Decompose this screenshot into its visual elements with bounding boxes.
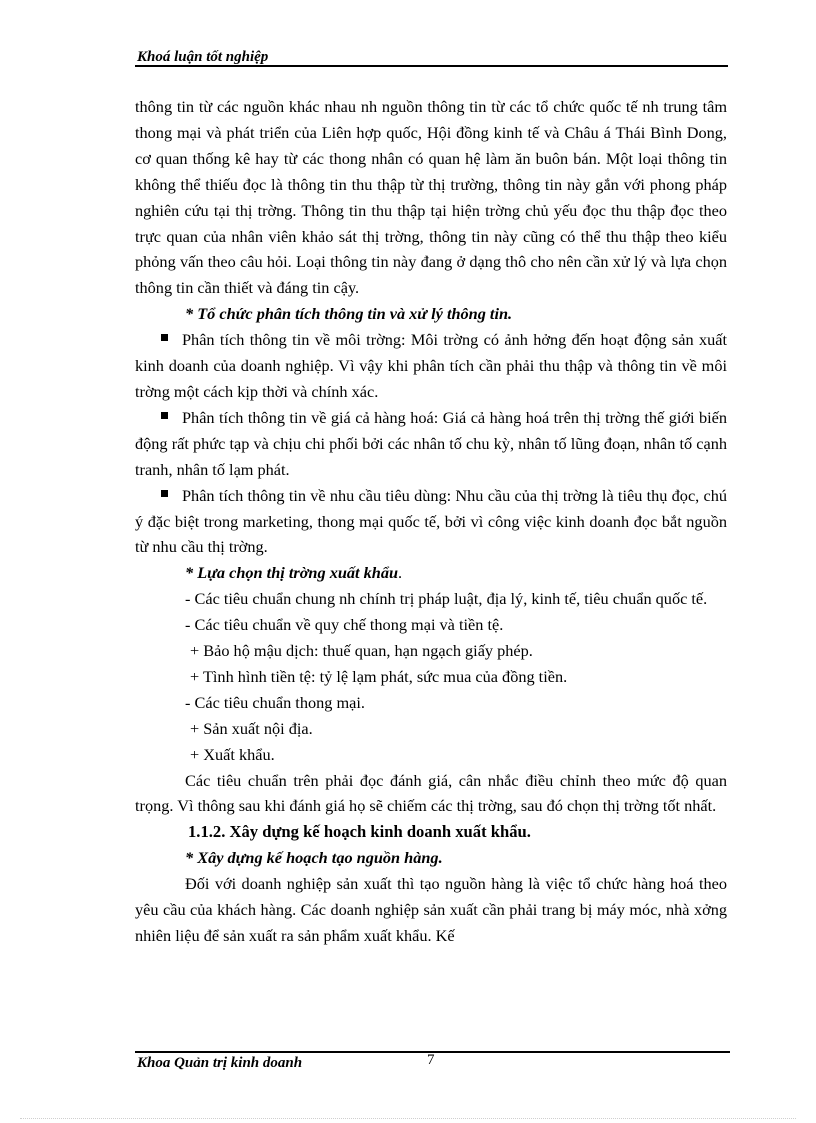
section-heading-analysis: * Tổ chức phân tích thông tin và xử lý thông tin. [185,304,513,324]
bullet-text: Phân tích thông tin về nhu cầu tiêu dùng: Nhu cầu của thị trờng là tiêu thụ đọc, chú ý đặc biệt trong marketing, thong mại quốc tế, bởi vì công việc kinh doanh đọc bắt nguồn từ nhu cầu thị trờng. [135,485,727,557]
section-heading-export-plan: 1.1.2. Xây dựng kế hoạch kinh doanh xuất khẩu. [188,822,531,842]
bullet-text: Phân tích thông tin về môi trờng: Môi trờng có ảnh hởng đến hoạt động sản xuất kinh doanh của doanh nghiệp. Vì vậy khi phân tích cần phải thu thập và thông tin về môi trờng một cách kịp thời và chính xác. [135,330,727,401]
section-heading-sourcing-plan: * Xây dựng kế hoạch tạo nguồn hàng. [185,848,443,868]
heading-text: * Lựa chọn thị trờng xuất khẩu [185,563,399,583]
page-edge-divider [20,1118,796,1119]
footer-department: Khoa Quản trị kinh doanh [137,1055,303,1071]
square-bullet-icon [161,412,168,419]
bullet-item-demand [135,483,727,561]
criteria-general: - Các tiêu chuẩn chung nh chính trị pháp luật, địa lý, kinh tế, tiêu chuẩn quốc tế. [185,589,708,609]
criteria-trade: - Các tiêu chuẩn thong mại. [185,692,365,712]
section-heading-market-selection [135,560,727,586]
bullet-item-prices [135,405,727,483]
criteria-export: + Xuất khẩu. [190,744,275,764]
paragraph-sourcing: Đối với doanh nghiệp sản xuất thì tạo nguồn hàng là việc tổ chức hàng hoá theo yêu cầu của khách hàng. Các doanh nghiệp sản xuất cần phải trang bị máy móc, nhà xởng nhiên liệu để sản xuất ra sản phẩm xuất khẩu. Kế [135,874,727,945]
page-number: 7 [427,1052,435,1068]
paragraph-evaluation: Các tiêu chuẩn trên phải đọc đánh giá, cân nhắc điều chỉnh theo mức độ quan trọng. Vì thông sau khi đánh giá họ sẽ chiếm các thị trờng, sau đó chọn thị trờng tốt nhất. [135,770,727,816]
header-rule [135,65,728,67]
bullet-text: Phân tích thông tin về giá cả hàng hoá: Giá cả hàng hoá trên thị trờng thế giới biến động rất phức tạp và chịu chi phối bởi các nhân tố chu kỳ, nhân tố lũng đoạn, nhân tố cạnh tranh, nhân tố lạm phát. [135,407,727,479]
paragraph-information-sources: thông tin từ các nguồn khác nhau nh nguồn thông tin từ các tổ chức quốc tế nh trung tâm thong mại và phát triển của Liên hợp quốc, Hội đồng kinh tế và Châu á Thái Bình Dong, cơ quan thống kê hay từ các thong nhân có quan hệ làm ăn buôn bán. Một loại thông tin không thể thiếu đọc là thông tin thu thập từ thị trường, thông tin này gắn với phong pháp nghiên cứu tại thị trờng. Thông tin thu thập tại hiện trờng chủ yếu đọc thu thập đọc theo trực quan của nhân viên khảo sát thị trờng, thông tin này cũng có thể thu thập theo kiểu phỏng vấn theo câu hỏi. Loại thông tin này đang ở dạng thô cho nên cần xử lý và lựa chọn thông tin cần thiết và đáng tin cậy. [135,97,727,298]
document-body [135,94,727,949]
square-bullet-icon [161,334,168,341]
heading-suffix: . [398,563,403,583]
square-bullet-icon [161,490,168,497]
criteria-currency: + Tình hình tiền tệ: tỷ lệ lạm phát, sức mua của đồng tiền. [190,666,568,686]
criteria-domestic-production: + Sản xuất nội địa. [190,718,313,738]
bullet-item-environment [135,327,727,405]
criteria-trade-regulation: - Các tiêu chuẩn về quy chế thong mại và tiền tệ. [185,615,504,635]
header-title: Khoá luận tốt nghiệp [137,49,269,65]
criteria-protection: + Bảo hộ mậu dịch: thuế quan, hạn ngạch giấy phép. [190,641,533,661]
